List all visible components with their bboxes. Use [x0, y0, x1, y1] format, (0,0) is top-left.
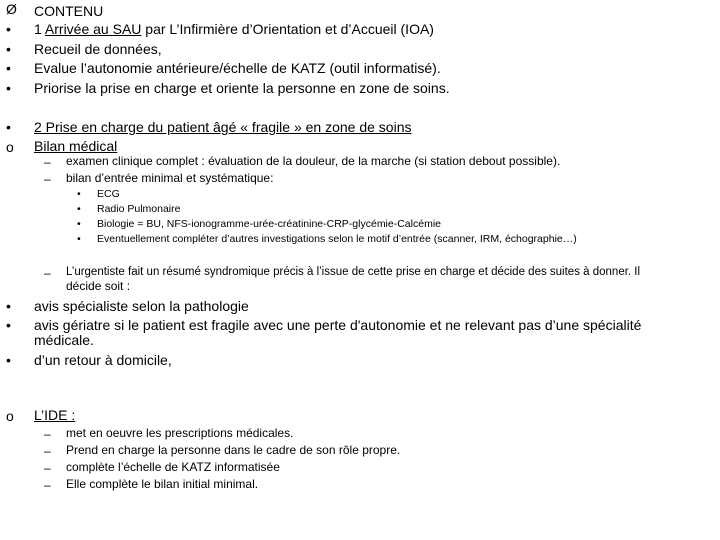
dash-icon: – — [44, 172, 51, 186]
section1-item: Evalue l’autonomie antérieure/échelle de KATZ (outil informatisé). — [34, 60, 441, 76]
section1-item: Recueil de données, — [34, 41, 162, 57]
dash-icon: – — [44, 478, 51, 492]
bullet-icon: • — [77, 218, 81, 230]
bullet-icon: • — [6, 352, 11, 368]
bilan-item: Biologie = BU, NFS-ionogramme-urée-créatinine-CRP-glycémie-Calcémie — [97, 218, 441, 230]
section1-item: Priorise la prise en charge et oriente la personne en zone de soins. — [34, 80, 450, 96]
bullet-icon: • — [6, 317, 11, 333]
dash-item: bilan d’entrée minimal et systématique: — [66, 171, 274, 185]
dash-icon: – — [44, 155, 51, 169]
decision-item: avis gériatre si le patient est fragile avec une perte d'autonomie et ne relevant pas d’une spécialité — [34, 317, 642, 333]
decision-item: avis spécialiste selon la pathologie — [34, 298, 249, 314]
arrow-bullet-icon: Ø — [6, 1, 17, 17]
bilan-item: ECG — [97, 188, 120, 200]
bilan-item: Radio Pulmonaire — [97, 203, 181, 215]
bullet-icon: • — [6, 298, 11, 314]
dash-item: examen clinique complet : évaluation de la douleur, de la marche (si station debout possible). — [66, 154, 561, 168]
dash-icon: – — [44, 444, 51, 458]
ide-item: Prend en charge la personne dans le cadre de son rôle propre. — [66, 443, 401, 457]
dash-icon: – — [44, 427, 51, 441]
decision-item-continued: médicale. — [34, 332, 94, 348]
bullet-icon: • — [77, 203, 81, 215]
bullet-icon: • — [6, 80, 11, 96]
bilan-item: Eventuellement compléter d’autres investigations selon le motif d’entrée (scanner, IRM, échographie…) — [97, 233, 577, 245]
urgentiste-line-continued: décide soit : — [66, 279, 131, 293]
bullet-icon: • — [6, 60, 11, 76]
decision-item: d’un retour à domicile, — [34, 352, 172, 368]
heading-title: CONTENU — [34, 3, 104, 19]
bullet-icon: • — [77, 233, 81, 245]
dash-icon: – — [44, 461, 51, 475]
section2-title: 2 Prise en charge du patient âgé « fragile » en zone de soins — [34, 119, 412, 135]
section1-title: 1 Arrivée au SAU par L’Infirmière d’Orientation et d’Accueil (IOA) — [34, 21, 434, 37]
ide-item: complète l’échelle de KATZ informatisée — [66, 460, 280, 474]
bullet-icon: • — [6, 41, 11, 57]
circle-bullet-icon: o — [6, 139, 14, 155]
ide-title: L’IDE : — [34, 407, 76, 423]
circle-bullet-icon: o — [6, 408, 14, 424]
urgentiste-line: L’urgentiste fait un résumé syndromique précis à l’issue de cette prise en charge et décide des suites à donner. Il — [66, 266, 641, 278]
section2-subtitle: Bilan médical — [34, 138, 118, 154]
bullet-icon: • — [6, 119, 11, 135]
dash-icon: – — [44, 266, 51, 280]
bullet-icon: • — [77, 188, 81, 200]
ide-item: Elle complète le bilan initial minimal. — [66, 477, 259, 491]
bullet-icon: • — [6, 21, 11, 37]
ide-item: met en oeuvre les prescriptions médicales. — [66, 426, 294, 440]
